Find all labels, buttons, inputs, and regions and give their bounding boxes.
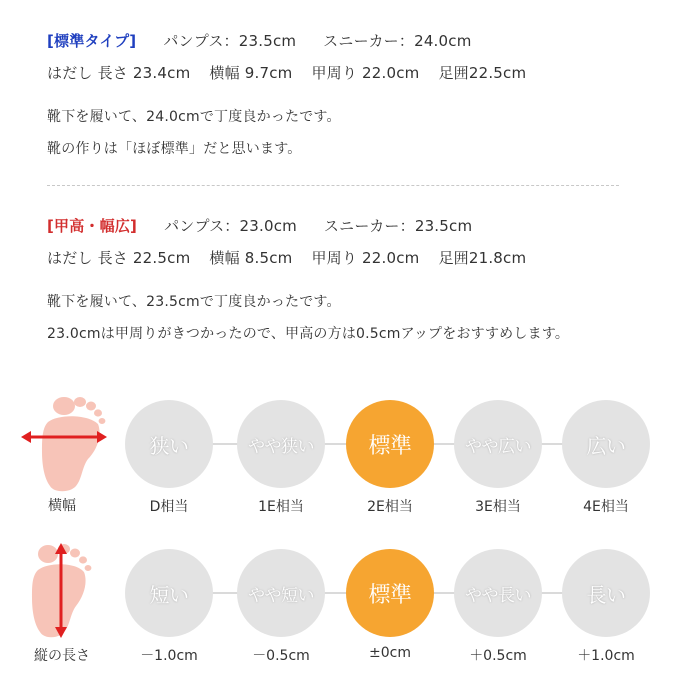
width-option-narrow: 狭い bbox=[125, 400, 213, 488]
length-caption-1: －1.0cm bbox=[140, 648, 198, 664]
high-size-line bbox=[47, 217, 472, 235]
length-option-standard: 標準 bbox=[346, 549, 434, 637]
length-caption-2: －0.5cm bbox=[252, 648, 310, 664]
standard-measure-line bbox=[47, 64, 526, 82]
high-sneaker: スニーカー：23.5cm bbox=[323, 217, 473, 235]
width-option-slightly-wide: やや広い bbox=[454, 400, 542, 488]
width-caption-3: 2E相当 bbox=[367, 499, 413, 515]
high-instep: 甲周り 22.0cm bbox=[311, 249, 420, 267]
width-option-slightly-narrow: やや狭い bbox=[237, 400, 325, 488]
width-scale-label: 横幅 bbox=[48, 498, 76, 514]
standard-length: はだし 長さ 23.4cm bbox=[47, 64, 191, 82]
high-width: 横幅 8.5cm bbox=[209, 249, 293, 267]
standard-tag: [標準タイプ] bbox=[47, 32, 137, 50]
width-caption-5: 4E相当 bbox=[583, 499, 629, 515]
high-comment-1: 靴下を履いて、23.5cmで丁度良かったです。 bbox=[47, 294, 341, 310]
length-caption-5: ＋1.0cm bbox=[577, 648, 635, 664]
width-caption-2: 1E相当 bbox=[258, 499, 304, 515]
foot-length-icon bbox=[26, 540, 96, 640]
length-option-short: 短い bbox=[125, 549, 213, 637]
standard-size-line bbox=[47, 32, 472, 50]
high-girth: 足囲21.8cm bbox=[438, 249, 527, 267]
standard-instep: 甲周り 22.0cm bbox=[311, 64, 420, 82]
section-divider bbox=[47, 185, 619, 186]
high-length: はだし 長さ 22.5cm bbox=[47, 249, 191, 267]
length-option-slightly-long: やや長い bbox=[454, 549, 542, 637]
high-tag: [甲高・幅広] bbox=[47, 217, 138, 235]
high-comment-2: 23.0cmは甲周りがきつかったので、甲高の方は0.5cmアップをおすすめします。 bbox=[47, 326, 570, 342]
high-measure-line bbox=[47, 249, 526, 267]
width-caption-1: D相当 bbox=[149, 499, 189, 515]
length-option-long: 長い bbox=[562, 549, 650, 637]
standard-width: 横幅 9.7cm bbox=[209, 64, 293, 82]
width-option-standard: 標準 bbox=[346, 400, 434, 488]
foot-width-icon bbox=[18, 394, 110, 494]
width-option-wide: 広い bbox=[562, 400, 650, 488]
length-scale-label: 縦の長さ bbox=[34, 648, 90, 664]
standard-sneaker: スニーカー：24.0cm bbox=[323, 32, 472, 50]
standard-comment-2: 靴の作りは「ほぼ標準」だと思います。 bbox=[47, 141, 302, 157]
standard-girth: 足囲22.5cm bbox=[438, 64, 527, 82]
standard-pumps: パンプス：23.5cm bbox=[163, 32, 297, 50]
length-option-slightly-short: やや短い bbox=[237, 549, 325, 637]
high-pumps: パンプス：23.0cm bbox=[164, 217, 297, 235]
length-caption-4: ＋0.5cm bbox=[469, 648, 527, 664]
standard-comment-1: 靴下を履いて、24.0cmで丁度良かったです。 bbox=[47, 109, 341, 125]
length-caption-3: ±0cm bbox=[369, 645, 411, 661]
width-caption-4: 3E相当 bbox=[475, 499, 521, 515]
